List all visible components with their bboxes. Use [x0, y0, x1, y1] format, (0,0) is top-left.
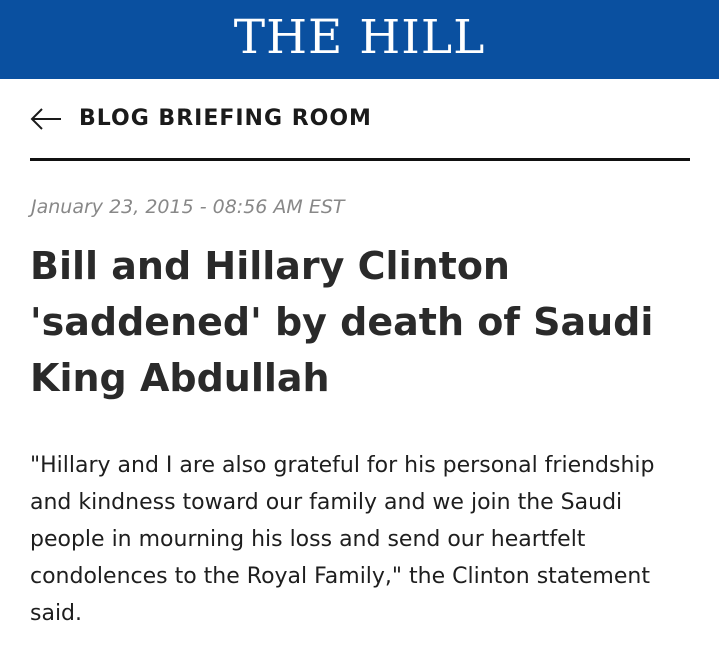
article-headline: Bill and Hillary Clinton 'saddened' by death of Saudi King Abdullah: [30, 244, 654, 400]
site-logo[interactable]: THE HILL: [233, 10, 486, 65]
section-header: [30, 96, 690, 161]
masthead: [0, 0, 719, 79]
arrow-left-icon[interactable]: [30, 107, 62, 131]
article-date: January 23, 2015 - 08:56 AM EST: [31, 196, 345, 218]
article-body: "Hillary and I are also grateful for his personal friendship and kindness toward our family and we join the Saudi people in mourning his loss and send our heartfelt condolences to the Royal Family," the Clinton statement said.: [30, 453, 655, 626]
section-title-link[interactable]: BLOG BRIEFING ROOM: [79, 106, 372, 131]
